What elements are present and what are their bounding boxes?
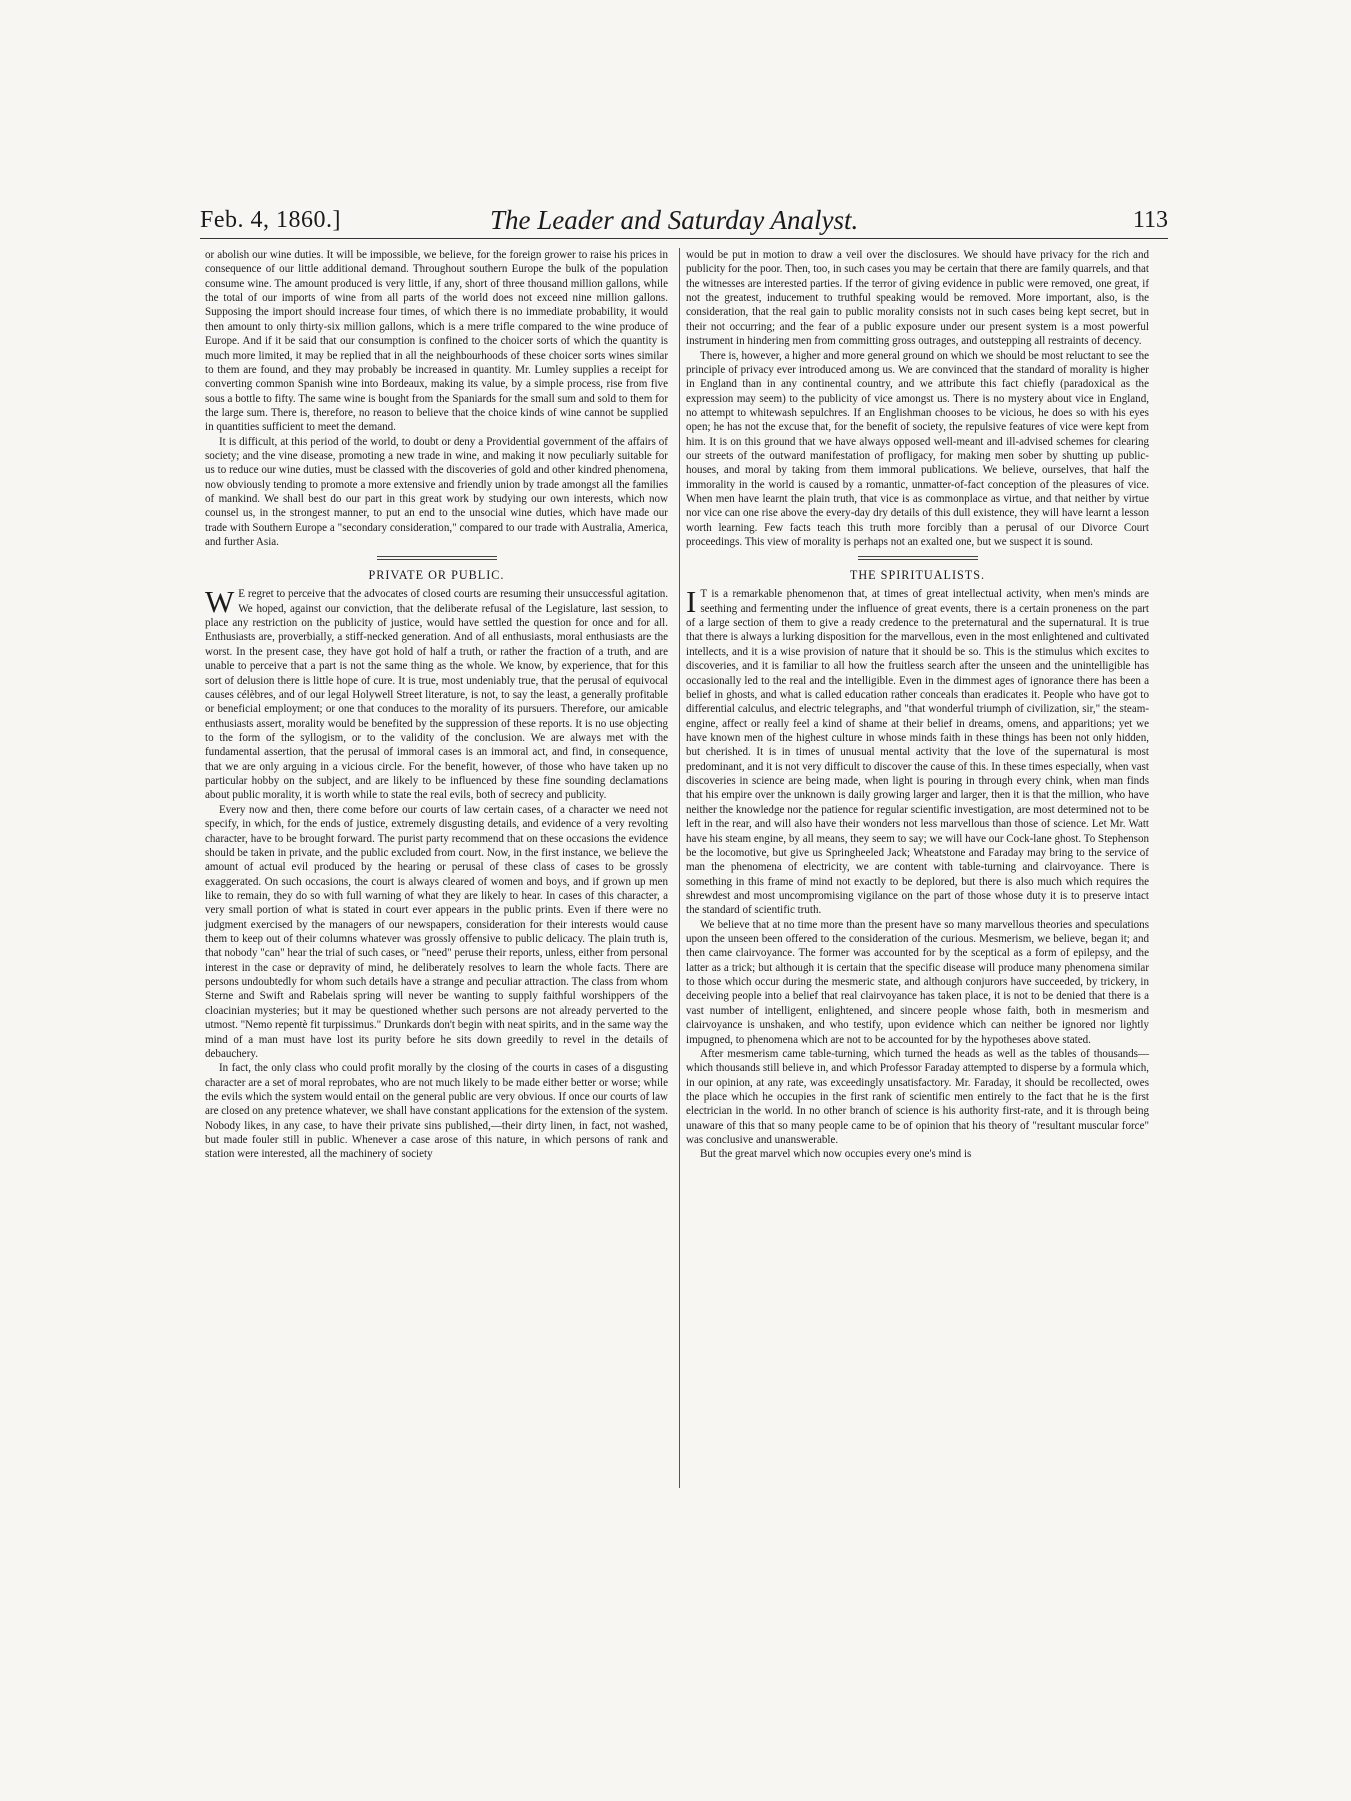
article-paragraph: or abolish our wine duties. It will be impossible, we believe, for the foreign grower to raise his prices in consequence of our little additional demand. Throughout southern Europe the bulk of the population consume wine. The amount produced is very little, if any, short of three thousand million gallons, while the total of our imports of wine from all parts of the world does not exceed nine million gallons. Supposing the import should increase four times, of which there is no immediate probability, it would then amount to only thirty-six million gallons, which is a mere trifle compared to the wine produce of Europe. And if it be said that our consumption is confined to the choicer sorts of which the quantity is much more limited, it may be replied that in all the neighbourhoods of these choicer sorts wines similar to them are found, and they may probably be increased in quantity. Mr. Lumley supplies a receipt for converting common Spanish wine into Bordeaux, making its value, by a simple process, rise from five sous a bottle to fifty. The same wine is bought from the Spaniards for the small sum and sold to them for the large sum. There is, therefore, no reason to believe that the choice kinds of wine cannot be supplied in quantities sufficient to meet the demand. [205, 249, 668, 434]
article-paragraph [686, 584, 1149, 917]
header-rule [200, 238, 1168, 239]
section-separator [377, 556, 497, 560]
article-paragraph [205, 584, 668, 802]
right-column [686, 248, 1149, 1162]
page-number: 113 [1132, 207, 1168, 233]
page-header [200, 205, 1168, 239]
article-paragraph: In fact, the only class who could profit morally by the closing of the courts in cases of a disgusting character are a set of moral reprobates, who are not much likely to be made either better or worse; while the evils which the system would entail on the general public are very obvious. If once our courts of law are closed on any pretence whatever, we shall have constant applications for the extension of the system. Nobody likes, in any case, to have their private sins published,—their dirty linen, in fact, not washed, but made fouler still in public. Whenever a case arose of this nature, in which persons of rank and station were interested, all the machinery of society [205, 1062, 668, 1161]
article-paragraph: would be put in motion to draw a veil over the disclosures. We should have privacy for the rich and publicity for the poor. Then, too, in such cases you may be certain that there are family quarrels, and that the witnesses are interested parties. If the terror of giving evidence in public were removed, one great, if not the greatest, inducement to truthful speaking would be removed. More important, also, is the consideration, that the real gain to public morality consists not in such cases being kept secret, but in their not occurring; and the fear of a public exposure under our present system is a most powerful instrument in hindering men from committing gross outrages, and outstepping all restraints of decency. [686, 249, 1149, 348]
paragraph-text: T is a remarkable phenomenon that, at times of great intellectual activity, when men's minds are seething and fermenting under the influence of great events, there is a certain proneness on the part of a large section of them to give a ready credence to the preternatural and the supernatural. It is true that there is always a lurking disposition for the marvellous, even in the most enlightened and cultivated intellects, and it is a wise provision of nature that it should be so. This is the stimulus which excites to discoveries, and it is familiar to all how the fruitless search after the unseen and the unintelligible has occasionally led to the real and the intelligible. Even in the dimmest ages of ignorance there has been a belief in ghosts, and what is called education rather conceals than eradicates it. People who have got to differential calculus, and electric telegraphs, and "that wonderful triumph of civilization, sir," the steam-engine, affect or really feel a kind of shame at their belief in dreams, omens, and apparitions; yet we have known men of the highest culture in whose minds faith in these things has been not only hidden, but cherished. It is in times of unusual mental activity that the love of the supernatural is most predominant, and it is not very difficult to discover the cause of this. In these times especially, when vast discoveries in science are being made, when light is pouring in through every chink, when man finds that his empire over the unknown is daily growing larger and larger, then it is that the million, who have neither the knowledge nor the patience for regular scientific investigation, are most determined not to be left in the rear, and will also have their wonders not less marvellous than those of science. Let Mr. Watt have his steam engine, by all means, they seem to say; we will have our Cock-lane ghost. To Stephenson be the locomotive, but give us Springheeled Jack; Wheatstone and Faraday may bring to the service of man the phenomena of electricity, we are content with table-turning and clairvoyance. There is something in this frame of mind not exactly to be deplored, but there is also much which requires the shrewdest and most uncompromising vigilance on the part of those whose duty it is to preserve intact the standard of scientific truth. [686, 588, 1149, 917]
column-divider [679, 248, 680, 1488]
article-paragraph: After mesmerism came table-turning, which turned the heads as well as the tables of thousands—which thousands still believe in, and which Professor Faraday attempted to disperse by a formula which, in our opinion, at any rate, was exceedingly unsatisfactory. Mr. Faraday, it should be recollected, owes the place which he occupies in the first rank of scientific men entirely to the fact that he is the first electrician in the world. In no other branch of science is his authority first-rate, and it is through being unaware of this that so many people came to be of opinion that his theory of "resultant muscular force" was conclusive and unanswerable. [686, 1047, 1149, 1147]
article-paragraph: But the great marvel which now occupies every one's mind is [700, 1148, 972, 1161]
issue-date: Feb. 4, 1860.] [200, 207, 341, 233]
article-paragraph: We believe that at no time more than the present have so many marvellous theories and speculations upon the unseen been offered to the consideration of the curious. Mesmerism, we believe, began it; and then came clairvoyance. The former was accounted for by the sceptical as a form of epilepsy, and the latter as a trick; but although it is certain that the specific disease will produce many phenomena similar to those which occur during the mesmeric state, and although conjurors have succeeded, by trickery, in deceiving people into a belief that real clairvoyance has taken place, it is not to be denied that there is a vast number of intelligent, enlightened, and sincere people whose faith, both in mesmerism and clairvoyance is unshaken, and who testify, upon evidence which can neither be ignored nor lightly impugned, to phenomena which are not to be accounted for by the hypotheses above stated. [686, 918, 1149, 1046]
article-paragraph: It is difficult, at this period of the world, to doubt or deny a Providential government of the affairs of society; and the vine disease, promoting a new trade in wine, and making it now peculiarly suitable for us to reduce our wine duties, must be classed with the discoveries of gold and other kindred phenomena, now obviously tending to promote a more extensive and friendly union by trade amongst all the families of mankind. We shall best do our part in this great work by studying our own interests, which now counsel us, in the strongest manner, to put an end to the unsocial wine duties, which have made our trade with Southern Europe a "secondary consideration," compared to our trade with Australia, America, and further Asia. [205, 435, 668, 549]
drop-cap: I [686, 584, 697, 620]
article-paragraph: There is, however, a higher and more general ground on which we should be most reluctant to see the principle of privacy ever introduced among us. We are convinced that the standard of morality is higher in England than in any continental country, and we attribute this fact chiefly (paradoxical as the expression may seem) to the publicity of vice amongst us. There is no mystery about vice in England, no attempt to whitewash sepulchres. If an Englishman chooses to be vicious, he does so with his eyes open; he has not the excuse that, for the benefit of society, the repulsive features of vice were kept from him. It is on this ground that we have always opposed well-meant and ill-advised schemes for clearing our streets of the outward manifestation of profligacy, for making men sober by shutting up public-houses, and moral by taking from them immoral publications. We believe, ourselves, that half the immorality in the world is caused by a romantic, unmatter-of-fact conception of the pleasures of vice. When men have learnt the plain truth, that vice is as commonplace as virtue, and that neither by virtue nor vice can one rise above the every-day dry details of this dull existence, they will have learnt a lesson worth learning. Few facts teach this truth more forcibly than a perusal of our Divorce Court proceedings. This view of morality is perhaps not an exalted one, but we suspect it is sound. [686, 349, 1149, 549]
paragraph-text: E regret to perceive that the advocates of closed courts are resuming their unsuccessful agitation. We hoped, against our conviction, that the deliberate refusal of the Legislature, last session, to place any restriction on the publicity of justice, would have settled the question for once and for all. Enthusiasts are, proverbially, a stiff-necked generation. And of all enthusiasts, moral enthusiasts are the worst. In the present case, they have got hold of half a truth, or rather the fraction of a truth, and are unable to perceive that a part is not the same thing as the whole. We know, by experience, that for this sort of delusion there is little hope of cure. It is true, most undeniably true, that the perusal of equivocal causes célèbres, and of our legal Holywell Street literature, is not, to say the least, a generally profitable or beneficial employment; or one that conduces to the morality of its pursuers. Therefore, our amicable enthusiasts assert, morality would be benefited by the suppression of these reports. It is no use objecting to the form of the syllogism, or to the validity of the conclusion. We are always met with the fundamental assertion, that the perusal of immoral cases is an immoral act, and find, in consequence, that we are only arguing in a vicious circle. For the benefit, however, of those who have taken up no particular hobby on the subject, and are likely to be influenced by these fine sounding declamations about public morality, it is worth while to state the real evils, both of secrecy and publicity. [205, 588, 668, 802]
drop-cap: W [205, 584, 235, 620]
section-separator [858, 556, 978, 560]
left-column [205, 248, 668, 1162]
section-heading-private-or-public: PRIVATE OR PUBLIC. [368, 567, 505, 582]
article-paragraph: Every now and then, there come before our courts of law certain cases, of a character we need not specify, in which, for the ends of justice, extremely disgusting details, and evidence of a very revolting character, have to be brought forward. The purist party recommend that on these occasions the evidence should be taken in private, and the public excluded from court. Now, in the first instance, we believe the amount of actual evil produced by the hearing or perusal of these class of cases to be grossly exaggerated. On such occasions, the court is always cleared of women and boys, and if grown up men like to remain, they do so with full warning of what they are likely to hear. In cases of this character, a very small portion of what is stated in court ever appears in the public prints. Even if there were no judgment exercised by the managers of our newspapers, consideration for their interests would cause them to keep out of their columns whatever was grossly offensive to public delicacy. The plain truth is, that nobody "can" hear the trial of such cases, or "need" peruse their reports, unless, either from personal interest in the case or depravity of mind, he deliberately resolves to learn the whole facts. There are persons undoubtedly for whom such details have a strange and peculiar attraction. The class from whom Sterne and Swift and Rabelais spring will never be wanting to supply faithful worshippers of the cloacinian mysteries; but it may be questioned whether such persons are not already perverted to the utmost. "Nemo repentè fit turpissimus." Drunkards don't begin with neat spirits, and in the same way the mind of a man must have lost its purity before he sits down greedily to revel in the details of debauchery. [205, 803, 668, 1060]
publication-title: The Leader and Saturday Analyst. [490, 205, 859, 235]
section-heading-spiritualists: THE SPIRITUALISTS. [849, 567, 986, 582]
